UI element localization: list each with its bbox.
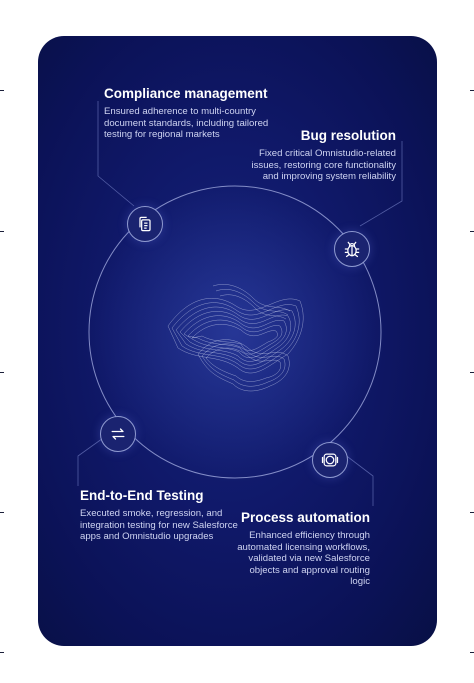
section-automation bbox=[228, 510, 370, 588]
section-description: Enhanced efficiency through automated licensing workflows, validated via new Salesforce objects and approval routing logic bbox=[237, 530, 370, 588]
edge-tick bbox=[0, 90, 4, 91]
edge-tick bbox=[470, 372, 474, 373]
section-description: Ensured adherence to multi-country document standards, including tailored testing for regional markets bbox=[104, 106, 269, 141]
section-title: Compliance management bbox=[104, 86, 268, 101]
documents-icon bbox=[127, 206, 163, 242]
section-title: Bug resolution bbox=[300, 128, 396, 143]
section-description: Fixed critical Omnistudio-related issues, restoring core functionality and improving system reliability bbox=[251, 148, 396, 183]
section-title: Process automation bbox=[240, 510, 370, 525]
swap-arrows-icon bbox=[100, 416, 136, 452]
services-card bbox=[38, 36, 437, 646]
edge-tick bbox=[470, 231, 474, 232]
edge-tick bbox=[0, 372, 4, 373]
automation-icon bbox=[312, 442, 348, 478]
connector-automation bbox=[344, 454, 373, 506]
edge-tick bbox=[0, 512, 4, 513]
bug-icon bbox=[334, 231, 370, 267]
section-title: End-to-End Testing bbox=[80, 488, 204, 503]
edge-tick bbox=[0, 231, 4, 232]
edge-tick bbox=[0, 652, 4, 653]
section-bug bbox=[234, 128, 396, 183]
edge-tick bbox=[470, 90, 474, 91]
section-description: Executed smoke, regression, and integration testing for new Salesforce apps and Omnistudio upgrades bbox=[80, 508, 238, 543]
edge-tick bbox=[470, 512, 474, 513]
section-e2e bbox=[80, 488, 240, 543]
edge-tick bbox=[470, 652, 474, 653]
